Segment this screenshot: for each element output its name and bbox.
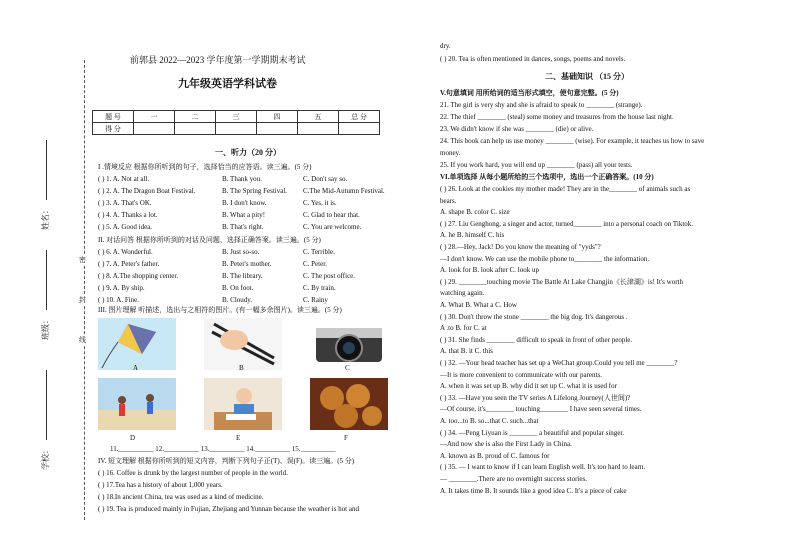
question-option-a: ( ) 6. A. Wonderful.	[98, 248, 153, 256]
choice-line: ( ) 28.—Hey, Jack! Do you know the meaning of "yyds"?	[440, 243, 601, 251]
choice-line: A. shape B. color C. size	[440, 208, 510, 217]
option-b: B. Just so-so.	[222, 248, 260, 256]
choice-line: A. known as B. proud of C. famous for	[440, 451, 550, 460]
question-option-a: ( ) 3. A. That's OK.	[98, 199, 152, 207]
class-blank[interactable]	[46, 250, 47, 310]
fill-blank-item: 21. The girl is very shy and she is afraid to speak to ________ (strange).	[440, 101, 643, 109]
chopsticks-picture	[204, 318, 282, 370]
fill-blank-item: 24. This book can help us use money ________ (wise). For example, it teaches us how to save	[440, 137, 705, 145]
section1-title: I .情境反应 根据你所听到的句子，选择恰当的应答语。读三遍。(5 分)	[98, 163, 312, 171]
question-option-a: ( ) 2. A. The Dragon Boat Festival.	[98, 187, 196, 195]
choice-line: —Of course, it's________ touching________ I have seen several times.	[440, 405, 642, 414]
option-b: B. I don't know.	[222, 199, 267, 207]
question-option-a: ( ) 7. A. Peter's father.	[98, 260, 160, 268]
true-false-item: ( ) 16. Coffee is drunk by the largest number of people in the world.	[98, 469, 288, 477]
picture-answer-blanks[interactable]: 11.__________ 12.__________ 13.__________ 14.__________ 15.__________	[110, 445, 336, 453]
option-b: B. On foot.	[222, 284, 254, 292]
name-blank[interactable]	[46, 140, 47, 200]
mooncake-picture	[310, 378, 388, 430]
score-cell[interactable]	[134, 123, 175, 135]
seal-char: 密	[79, 256, 86, 264]
score-cell: 二	[175, 111, 216, 123]
score-cell: 三	[216, 111, 257, 123]
score-cell[interactable]	[175, 123, 216, 135]
section3-title: III. 图片理解 听描述，选出与之相符的图片。(有一幅多余图片)。读三遍。(5 分)	[98, 306, 342, 314]
choice-line: ( ) 31. She finds ________ difficult to speak in front of other people.	[440, 335, 633, 344]
fill-blank-item: 22. The thief ________ (steal) some money and treasures from the house last night.	[440, 113, 674, 121]
score-cell: 四	[257, 111, 298, 123]
option-c: C. By train.	[303, 284, 336, 292]
score-cell: 五	[298, 111, 339, 123]
choice-line: ( ) 29. ________touching movie The Battle At Lake Changjin《长津湖》is! It's worth	[440, 277, 683, 286]
option-b: B. Cloudy.	[222, 296, 253, 304]
choice-line: —I don't know. We can use the mobile phone to________ the information.	[440, 254, 650, 263]
picture-label: F	[344, 434, 348, 442]
option-b: B. Thank you.	[222, 175, 262, 183]
studying-picture	[204, 378, 282, 430]
kite-picture	[98, 318, 176, 370]
option-b: B. What a pity!	[222, 211, 266, 219]
score-cell[interactable]	[257, 123, 298, 135]
choice-line: —It is more convenient to communicate with our parents.	[440, 370, 602, 379]
score-cell[interactable]	[216, 123, 257, 135]
true-false-item: ( ) 18.In ancient China, tea was used as a kind of medicine.	[98, 493, 264, 501]
choice-line: ( ) 30. Don't throw the stone ________ the big dog. It's dangerous .	[440, 312, 628, 321]
picture-label: B	[239, 364, 244, 372]
true-false-item: ( ) 17.Tea has a history of about 1,000 years.	[98, 481, 223, 489]
picture-label: D	[130, 434, 136, 442]
choice-line: A. What B. What a C. How	[440, 301, 517, 309]
seal-char: 封	[79, 296, 86, 304]
picture-label: C	[345, 364, 350, 372]
school-label: 学校：	[41, 446, 50, 470]
choice-line: — ________.There are no overnight success stories.	[440, 475, 587, 483]
seal-line	[84, 60, 85, 520]
choice-line: A. too...to B. so...that C. such...that	[440, 417, 539, 425]
option-c: C. Glad to hear that.	[303, 211, 360, 219]
picture-label: E	[236, 434, 241, 442]
seal-char: 线	[79, 336, 86, 344]
option-b: B. The Spring Festival.	[222, 187, 288, 195]
part1-title: 一、听力（20 分）	[215, 148, 281, 157]
question-20: ( ) 20. Tea is often mentioned in dances, songs, poems and novels.	[440, 55, 626, 63]
section5-title: V.句意填词 用所给词的适当形式填空，使句意完整。(5 分)	[440, 89, 619, 97]
score-table	[92, 110, 380, 135]
class-label: 班级：	[41, 316, 50, 340]
choice-line: A. that B. it C. this	[440, 347, 493, 356]
section4-title: IV. 短文理解 根据你所听到的短文内容，判断下列句子正(T)、误(F)。读三遍。(5 分)	[98, 457, 355, 465]
fill-blank-item: money.	[440, 149, 461, 157]
choice-line: ( ) 34. —Peng Liyuan is ________ a beautiful and popular singer.	[440, 428, 625, 437]
option-b: B. The library.	[222, 272, 263, 280]
option-c: C. Terrible.	[303, 248, 335, 256]
score-cell: 一	[134, 111, 175, 123]
score-cell: 得 分	[93, 123, 134, 135]
score-cell[interactable]	[298, 123, 339, 135]
section6-title: VI.单项选择 从每小题所给的三个选项中，选出一个正确答案。(10 分)	[440, 173, 654, 181]
choice-line: A. It takes time B. It sounds like a good idea C. It's a piece of cake	[440, 486, 627, 495]
true-false-item: ( ) 19. Tea is produced mainly in Fujian, Zhejiang and Yunnan because the weather is hot and	[98, 505, 359, 513]
choice-line: ( ) 32. —Your head teacher has set up a WeChat group.Could you tell me ________?	[440, 359, 678, 367]
choice-line: A .to B. for C. at	[440, 324, 487, 333]
choice-line: A. look for B. look after C. look up	[440, 266, 539, 275]
picture-label: A	[133, 364, 139, 372]
choice-line: ( ) 33. —Have you seen the TV series A Lifelong Journey(人世间)?	[440, 393, 631, 402]
fill-blank-item: 25. If you work hard, you will end up ________ (pass) all your tests.	[440, 161, 633, 169]
binding-margin	[0, 0, 88, 558]
question-option-a: ( ) 1. A. Not at all.	[98, 175, 150, 183]
score-cell: 题 号	[93, 111, 134, 123]
camera-picture	[310, 318, 388, 370]
option-b: B. That's right.	[222, 223, 264, 231]
score-cell: 总 分	[339, 111, 380, 123]
choice-line: bears.	[440, 196, 457, 205]
school-blank[interactable]	[46, 370, 47, 440]
choice-line: ( ) 27. Liu Genghong, a singer and actor, turned________ into a personal coach on Tiktok.	[440, 219, 694, 228]
choice-line: watching again.	[440, 289, 485, 298]
option-c: C. Peter.	[303, 260, 327, 268]
question-option-a: ( ) 8. A.The shopping center.	[98, 272, 179, 280]
part2-title: 二、基础知识 （15 分）	[545, 72, 629, 81]
fill-blank-item: 23. We didn't know if she was ________ (die) or alive.	[440, 125, 594, 133]
option-c: C. Yes, it is.	[303, 199, 337, 207]
option-c: C. Don't say so.	[303, 175, 348, 183]
option-c: C.The Mid-Autumn Festival.	[303, 187, 385, 195]
question-option-a: ( ) 9. A. By ship.	[98, 284, 145, 292]
question-option-a: ( ) 4. A. Thanks a lot.	[98, 211, 158, 219]
choice-line: —And now she is also the First Lady in China.	[440, 440, 572, 449]
option-c: C. Rainy	[303, 296, 328, 304]
question-option-a: ( ) 5. A. Good idea.	[98, 223, 153, 231]
name-label: 姓名：	[41, 206, 50, 230]
option-b: B. Peter's mother.	[222, 260, 272, 268]
paper-title: 九年级英语学科试卷	[178, 78, 277, 90]
continuation-text: dry.	[440, 42, 451, 50]
section2-title: II. 对话问答 根据你所听到的对话及问题，选择正确答案。读三遍。(5 分)	[98, 236, 321, 244]
question-option-a: ( ) 10. A. Fine.	[98, 296, 140, 304]
score-cell[interactable]	[339, 123, 380, 135]
exam-title: 前郭县 2022—2023 学年度第一学期期末考试	[130, 55, 306, 65]
choice-line: A. he B. himself C. his	[440, 231, 505, 240]
option-c: C. The post office.	[303, 272, 356, 280]
playground-picture	[98, 378, 176, 430]
choice-line: ( ) 26. Look at the cookies my mother made! They are in the________ of animals such as	[440, 185, 691, 193]
option-c: C. You are welcome.	[303, 223, 362, 231]
choice-line: ( ) 35. — I want to know if I can learn English well. It's too hard to learn.	[440, 463, 646, 472]
choice-line: A. when it was set up B. why did it set up C. what it is used for	[440, 382, 617, 391]
